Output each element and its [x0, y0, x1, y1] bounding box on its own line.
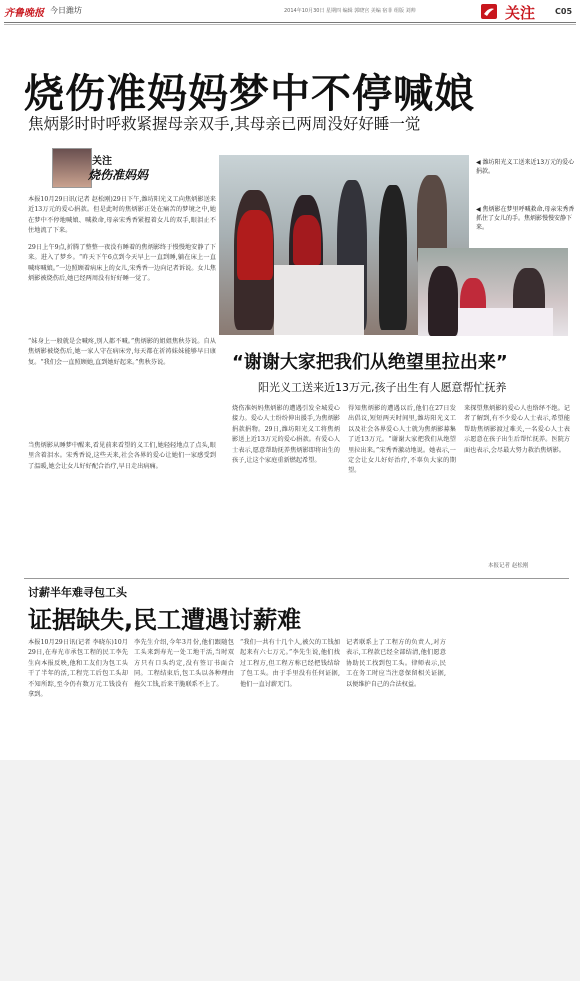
blank-area [0, 760, 580, 981]
side-photo [418, 248, 568, 336]
story2-col1: 本报10月29日讯(记者 李晓东)10月29日,在寿光市承包工程的民工李先生向本报反映,他和工友们为包工头干了半年的活,工程完工后包工头却不知所踪,至今仍有数万元工钱没有拿到。 [28, 639, 128, 699]
story2-headline: 证据缺失,民工遭遇讨薪难 [28, 606, 302, 634]
photo-caption-2: ◀ 焦炳影在梦里呼喊救命,母亲宋秀香抓住了女儿的手。焦炳影慢慢安静下来。 [476, 206, 575, 231]
masthead: 齐鲁晚报 [4, 8, 44, 19]
story1-col1: 本报10月29日讯(记者 赵松刚)29日下午,潍坊阳光义工向焦炳影送来近13万元的爱心捐款。但是此时的焦炳影正处在痛苦的梦境之中,她在梦中不停地喊娘、喊救命,母亲宋秀香紧握着女儿的双手,眼泪止不住地流了下来。 [28, 196, 216, 235]
story1-reporter: 本报记者 赵松刚 [488, 563, 529, 569]
story1-col6: 得知焦炳影的遭遇以后,他们在27日发出倡议,短短两天时间里,潍坊阳光义工以及社会各界爱心人士就为焦炳影募集了近13万元。“谢谢大家把我们从绝望里拉出来。”宋秀香激动地说。她表示,一定会让女儿好好治疗,不辜负大家的期望。 [348, 405, 456, 475]
story2-col3: “我们一共有十几个人,被欠的工钱加起来有六七万元。”李先生说,他们找过工程方,但工程方称已经把钱结给了包工头。由于手里没有任何证据,他们一直讨薪无门。 [240, 639, 340, 688]
section-icon [481, 4, 497, 19]
section-name: 关注 [505, 4, 536, 22]
quote-headline: “谢谢大家把我们从绝望里拉出来” [232, 352, 508, 373]
story1-col4: 当焦炳影从睡梦中醒来,看见前来看望的义工们,她轻轻地点了点头,眼里含着泪水。宋秀香说,这些天来,社会各界的爱心让她们一家感受到了温暖,她会让女儿好好配合治疗,早日走出病痛。 [28, 442, 216, 470]
story2-kicker: 讨薪半年难寻包工头 [28, 586, 127, 599]
reporter-avatar [52, 148, 92, 188]
story-divider [24, 578, 569, 579]
photo-caption-1: ◀ 潍坊阳光义工送来近13万元的爱心捐款。 [476, 159, 575, 175]
column-tag-bottom: 烧伤准妈妈 [88, 168, 149, 182]
story2-col2: 李先生介绍,今年3月份,他们跟随包工头来到寿光一处工地干活,当时双方只有口头约定,没有签订书面合同。工程结束后,包工头以各种理由拖欠工钱,后来干脆联系不上了。 [134, 639, 234, 688]
story1-col3: “妹身上一般就是会喊疼,别人都不喊。”焦炳影的姐姐焦秋芬说。自从焦炳影被烧伤后,她一家人守在病床旁,每天都在祈祷妹妹能够早日康复。“我们会一直照顾她,直到她好起来。”焦秋芬说。 [28, 338, 216, 366]
header-rule-thin [4, 24, 576, 25]
header-rule [4, 22, 576, 23]
header-info: 2014年10月30日 星期四 编辑 郭晓宫 美编 宿菲 组版 刘帅 [284, 8, 416, 14]
story1-col5: 烧伤准妈妈焦炳影的遭遇引发全城爱心接力。爱心人士纷纷伸出援手,为焦炳影捐款捐物。29日,潍坊阳光义工将焦炳影送上近13万元的爱心捐款。有爱心人士表示,愿意帮助抚养焦炳影即将出生的孩子,让这个家庭重新燃起希望。 [232, 405, 340, 465]
story2-col4: 记者联系上了工程方的负责人,对方表示,工程款已经全部结清,他们愿意协助民工找到包工头。律师表示,民工在务工时应当注意保留相关证据,以便维护自己的合法权益。 [346, 639, 446, 688]
story1-col2: 29日上午9点,折腾了整整一夜没有睡着的焦炳影终于慢慢地安静了下来。进入了梦乡。“昨天下午6点到今天早上一直到睡,躺在床上一直喊疼喊娘。”一边照顾着病床上的女儿,宋秀香一边向记者诉说。女儿焦炳影被烧伤后,她已经两周没有好好睡一觉了。 [28, 244, 216, 283]
column-tag-top: 关注 [92, 156, 112, 167]
story1-subhead: 焦炳影时时呼救紧握母亲双手,其母亲已两周没好好睡一觉 [28, 115, 421, 133]
story1-col7: 来探望焦炳影的爱心人也络绎不绝。记者了解到,有不少爱心人士表示,希望能帮助焦炳影渡过难关,一名爱心人士表示愿意在孩子出生后帮忙抚养。医院方面也表示,会尽最大努力救治焦炳影。 [464, 405, 570, 454]
story1-headline: 烧伤准妈妈梦中不停喊娘 [24, 71, 475, 117]
quote-subhead: 阳光义工送来近13万元,孩子出生有人愿意帮忙抚养 [258, 381, 507, 394]
section-label: 今日潍坊 [50, 6, 82, 15]
page-number: C05 [555, 7, 573, 16]
